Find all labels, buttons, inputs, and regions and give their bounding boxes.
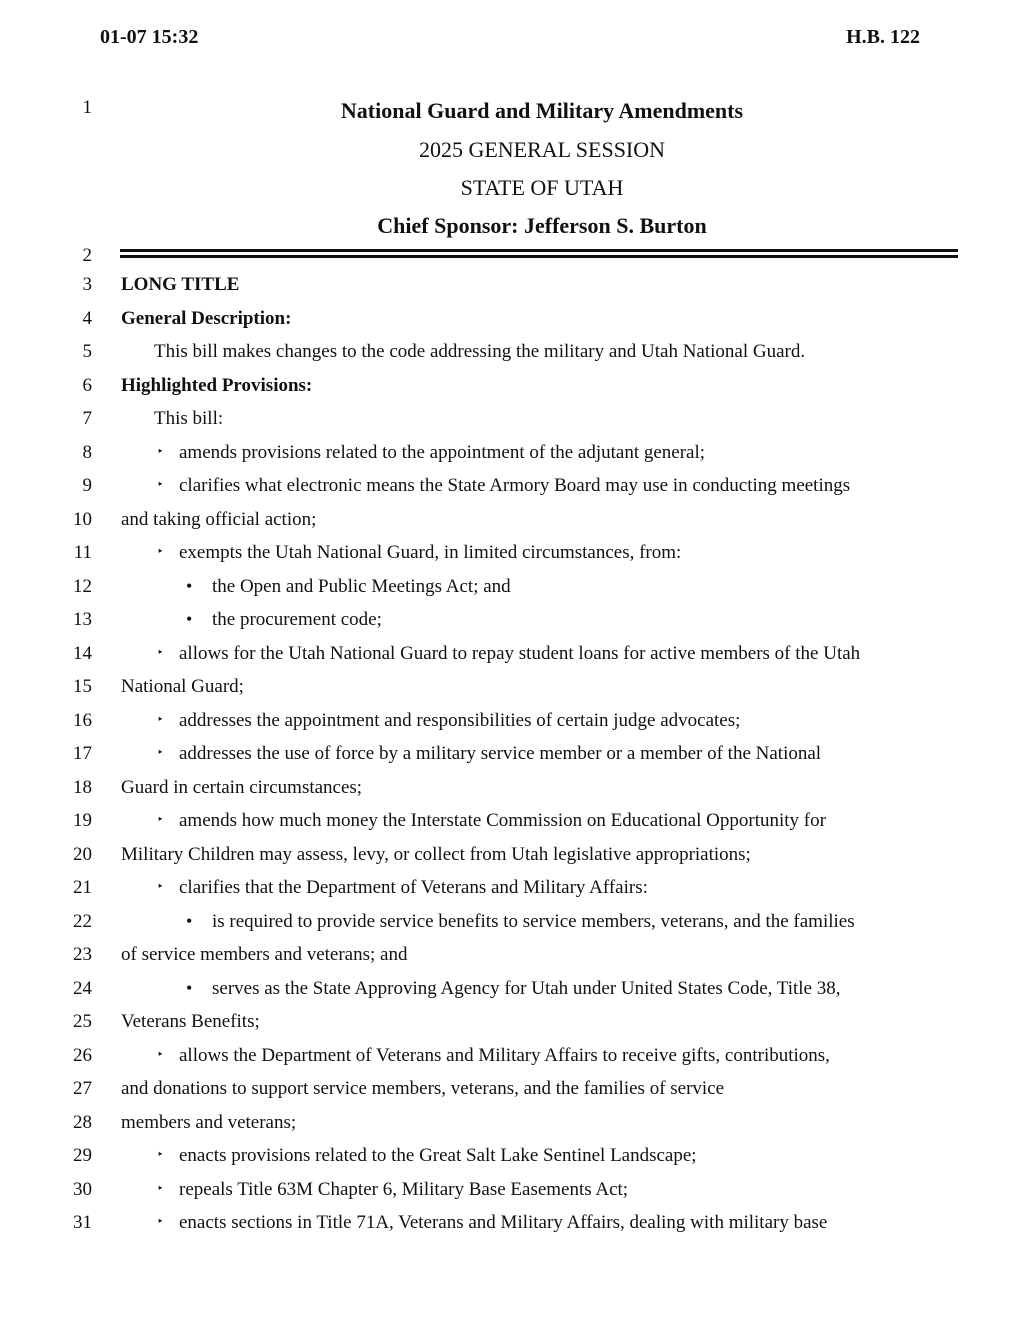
text-line <box>0 268 1024 302</box>
line-text: This bill: <box>154 408 224 429</box>
header-timestamp: 01-07 15:32 <box>100 26 199 48</box>
line-text: allows the Department of Veterans and Military Affairs to receive gifts, contributions, <box>179 1044 830 1066</box>
line-number: 19 <box>73 810 92 831</box>
line-text: exempts the Utah National Guard, in limited circumstances, from: <box>179 542 682 563</box>
double-rule-bottom <box>120 255 958 258</box>
line-number: 1 <box>82 97 92 118</box>
bill-body <box>0 268 1024 1240</box>
line-number: 24 <box>73 977 92 999</box>
line-number: 10 <box>73 508 92 530</box>
line-text: and taking official action; <box>121 508 317 530</box>
line-number: 31 <box>73 1212 92 1233</box>
line-text: Guard in certain circumstances; <box>121 776 363 798</box>
text-line <box>0 704 1024 738</box>
arrow-bullet-icon: ‣ <box>157 713 164 726</box>
line-text: allows for the Utah National Guard to repay student loans for active members of the Utah <box>179 642 861 664</box>
line-number: 2 <box>82 245 92 266</box>
line-text: of service members and veterans; and <box>121 944 408 965</box>
line-text: addresses the appointment and responsibilities of certain judge advocates; <box>179 709 741 731</box>
text-line <box>0 938 1024 972</box>
line-text: Military Children may assess, levy, or collect from Utah legislative appropriations; <box>121 843 751 865</box>
line-number: 6 <box>82 374 92 396</box>
text-line <box>0 1072 1024 1106</box>
text-line <box>0 804 1024 838</box>
dot-bullet-icon: • <box>186 910 193 931</box>
text-line <box>0 771 1024 805</box>
line-number: 26 <box>73 1044 92 1066</box>
text-line <box>0 670 1024 704</box>
line-number: 21 <box>73 877 92 898</box>
line-number: 3 <box>82 274 92 295</box>
line-text: the Open and Public Meetings Act; and <box>212 575 511 597</box>
arrow-bullet-icon: ‣ <box>157 1216 164 1228</box>
arrow-bullet-icon: ‣ <box>157 646 164 659</box>
section-heading: Highlighted Provisions: <box>121 374 313 396</box>
line-number: 25 <box>73 1011 92 1032</box>
line-number: 14 <box>73 642 92 664</box>
dot-bullet-icon: • <box>186 609 193 629</box>
line-number: 16 <box>73 709 92 731</box>
line-number: 23 <box>73 944 92 965</box>
text-line <box>0 503 1024 537</box>
line-text: Veterans Benefits; <box>121 1011 260 1032</box>
section-heading: General Description: <box>121 307 292 329</box>
line-number: 13 <box>73 609 92 630</box>
line-number: 12 <box>73 575 92 597</box>
session-label: 2025 GENERAL SESSION <box>418 137 666 162</box>
bill-title: National Guard and Military Amendments <box>340 98 744 123</box>
text-line <box>0 905 1024 939</box>
text-line <box>0 302 1024 336</box>
line-number: 11 <box>73 542 92 563</box>
text-line <box>0 637 1024 671</box>
line-number: 7 <box>82 408 92 429</box>
chief-sponsor: Chief Sponsor: Jefferson S. Burton <box>377 213 707 238</box>
line-text: repeals Title 63M Chapter 6, Military Base Easements Act; <box>179 1178 629 1200</box>
text-line <box>0 536 1024 570</box>
text-line <box>0 838 1024 872</box>
line-number: 4 <box>82 307 92 329</box>
line-number: 17 <box>73 743 92 764</box>
line-text: members and veterans; <box>121 1111 297 1133</box>
line-text: clarifies what electronic means the State Armory Board may use in conducting meetings <box>179 475 851 496</box>
line-text: This bill makes changes to the code addressing the military and Utah National Guard. <box>154 341 806 362</box>
line-number: 27 <box>73 1078 92 1099</box>
line-number: 9 <box>82 475 92 496</box>
text-line <box>0 1139 1024 1173</box>
line-number: 18 <box>73 776 92 798</box>
line-text: the procurement code; <box>212 609 382 630</box>
text-line <box>0 369 1024 403</box>
arrow-bullet-icon: ‣ <box>157 445 164 458</box>
line-number: 30 <box>73 1178 92 1200</box>
dot-bullet-icon: • <box>186 575 193 596</box>
text-line <box>0 402 1024 436</box>
line-text: serves as the State Approving Agency for Utah under United States Code, Title 38, <box>212 977 841 999</box>
line-number: 22 <box>73 910 92 932</box>
text-line <box>0 1173 1024 1207</box>
text-line <box>0 1039 1024 1073</box>
dot-bullet-icon: • <box>186 977 193 998</box>
text-line <box>0 335 1024 369</box>
arrow-bullet-icon: ‣ <box>157 881 164 893</box>
line-text: enacts provisions related to the Great Salt Lake Sentinel Landscape; <box>179 1145 697 1166</box>
line-text: National Guard; <box>121 676 244 697</box>
bill-number: H.B. 122 <box>846 26 920 48</box>
text-line <box>0 570 1024 604</box>
section-heading: LONG TITLE <box>121 274 240 295</box>
text-line <box>0 1106 1024 1140</box>
line-text: clarifies that the Department of Veterans and Military Affairs: <box>179 877 648 898</box>
text-line <box>0 436 1024 470</box>
arrow-bullet-icon: ‣ <box>157 546 164 558</box>
arrow-bullet-icon: ‣ <box>157 1182 164 1195</box>
line-text: enacts sections in Title 71A, Veterans and Military Affairs, dealing with military base <box>179 1212 828 1233</box>
text-line <box>0 1005 1024 1039</box>
line-text: amends how much money the Interstate Commission on Educational Opportunity for <box>179 810 826 831</box>
line-number: 8 <box>82 441 92 463</box>
line-number: 15 <box>73 676 92 697</box>
text-line <box>0 1206 1024 1240</box>
line-text: and donations to support service members, veterans, and the families of service <box>121 1078 725 1099</box>
arrow-bullet-icon: ‣ <box>157 1149 164 1161</box>
arrow-bullet-icon: ‣ <box>157 747 164 759</box>
arrow-bullet-icon: ‣ <box>157 1048 164 1061</box>
text-line <box>0 469 1024 503</box>
arrow-bullet-icon: ‣ <box>157 814 164 826</box>
text-line <box>0 871 1024 905</box>
text-line <box>0 603 1024 637</box>
arrow-bullet-icon: ‣ <box>157 479 164 491</box>
line-number: 29 <box>73 1145 92 1166</box>
line-text: amends provisions related to the appointment of the adjutant general; <box>179 441 706 463</box>
line-number: 20 <box>73 843 92 865</box>
double-rule-top <box>120 249 958 252</box>
state-label: STATE OF UTAH <box>460 175 624 200</box>
text-line <box>0 737 1024 771</box>
line-text: addresses the use of force by a military service member or a member of the National <box>179 743 822 764</box>
line-text: is required to provide service benefits to service members, veterans, and the families <box>212 910 855 932</box>
line-number: 5 <box>82 341 92 362</box>
line-number: 28 <box>73 1111 92 1133</box>
text-line <box>0 972 1024 1006</box>
